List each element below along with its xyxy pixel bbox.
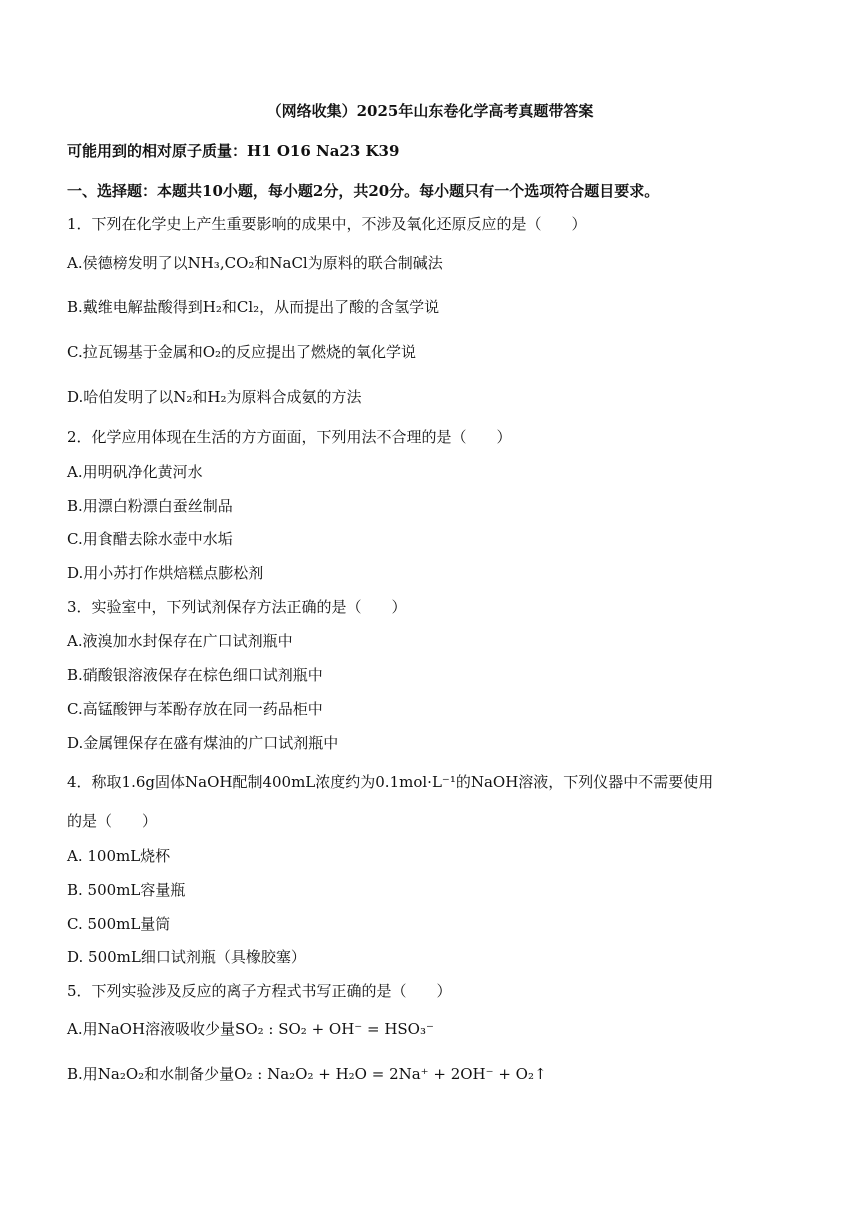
question-2-option-d: D.用小苏打作烘焙糕点膨松剂 bbox=[67, 564, 264, 582]
question-5-stem: 5．下列实验涉及反应的离子方程式书写正确的是（ ） bbox=[67, 982, 452, 1000]
question-1-option-a: A.侯德榜发明了以NH₃,CO₂和NaCl为原料的联合制碱法 bbox=[67, 254, 443, 272]
question-3-option-d: D.金属锂保存在盛有煤油的广口试剂瓶中 bbox=[67, 734, 339, 752]
question-3-option-b: B.硝酸银溶液保存在棕色细口试剂瓶中 bbox=[67, 666, 323, 684]
question-1-stem: 1．下列在化学史上产生重要影响的成果中，不涉及氧化还原反应的是（ ） bbox=[67, 215, 587, 233]
question-3-option-c: C.高锰酸钾与苯酚存放在同一药品柜中 bbox=[67, 700, 323, 718]
question-4-option-c: C. 500mL量筒 bbox=[67, 915, 171, 933]
question-2-option-a: A.用明矾净化黄河水 bbox=[67, 463, 203, 481]
question-4-option-a: A. 100mL烧杯 bbox=[67, 847, 171, 865]
question-4-option-d: D. 500mL细口试剂瓶（具橡胶塞） bbox=[67, 948, 306, 966]
question-2-option-b: B.用漂白粉漂白蚕丝制品 bbox=[67, 497, 233, 515]
section-1-heading: 一、选择题：本题共10小题，每小题2分，共20分。每小题只有一个选项符合题目要求。 bbox=[67, 182, 660, 200]
question-5-option-b: B.用Na₂O₂和水制备少量O₂ : Na₂O₂ + H₂O = 2Na⁺ + 2OH⁻ + O₂↑ bbox=[67, 1065, 547, 1083]
question-1-option-c: C.拉瓦锡基于金属和O₂的反应提出了燃烧的氧化学说 bbox=[67, 343, 417, 361]
question-5-option-a: A.用NaOH溶液吸收少量SO₂ : SO₂ + OH⁻ = HSO₃⁻ bbox=[67, 1020, 434, 1038]
question-2-option-c: C.用食醋去除水壶中水垢 bbox=[67, 530, 233, 548]
question-2-stem: 2．化学应用体现在生活的方方面面，下列用法不合理的是（ ） bbox=[67, 428, 512, 446]
question-4-stem-line-2: 的是（ ） bbox=[67, 812, 158, 830]
question-1-option-d: D.哈伯发明了以N₂和H₂为原料合成氨的方法 bbox=[67, 388, 362, 406]
question-4-option-b: B. 500mL容量瓶 bbox=[67, 881, 186, 899]
document-title: （网络收集）2025年山东卷化学高考真题带答案 bbox=[266, 102, 594, 120]
question-3-option-a: A.液溴加水封保存在广口试剂瓶中 bbox=[67, 632, 293, 650]
question-1-option-b: B.戴维电解盐酸得到H₂和Cl₂，从而提出了酸的含氢学说 bbox=[67, 298, 440, 316]
atomic-masses-note: 可能用到的相对原子质量：H1 O16 Na23 K39 bbox=[67, 142, 400, 160]
question-3-stem: 3．实验室中，下列试剂保存方法正确的是（ ） bbox=[67, 598, 407, 616]
question-4-stem-line-1: 4．称取1.6g固体NaOH配制400mL浓度约为0.1mol·L⁻¹的NaOH溶液，下列仪器中不需要使用 bbox=[67, 773, 714, 791]
